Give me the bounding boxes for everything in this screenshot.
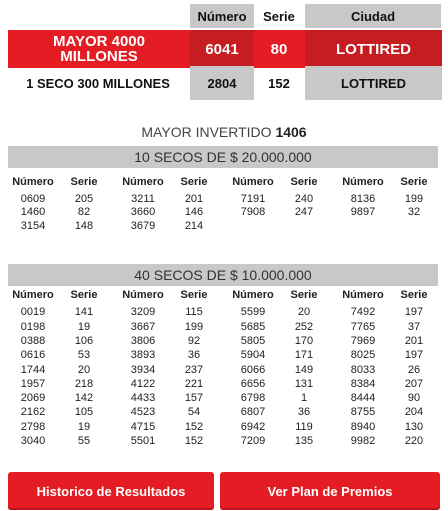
seco-serie: 204	[404, 406, 424, 419]
secos-20-grid	[8, 176, 442, 246]
seco-serie: 142	[74, 392, 94, 405]
seco-serie: 237	[184, 363, 204, 376]
seco-numero: 0388	[20, 334, 46, 347]
seco-serie: 220	[404, 435, 424, 447]
col-header-numero: Número	[12, 289, 54, 301]
seco-serie: 19	[77, 420, 91, 433]
seco-serie: 135	[294, 435, 314, 447]
seco-numero: 3209	[130, 306, 156, 319]
seco-numero: 7969	[350, 334, 376, 347]
seco-numero: 4433	[130, 392, 156, 405]
seco-serie: 26	[407, 363, 421, 376]
seco-serie: 106	[74, 334, 94, 347]
seco-serie: 171	[294, 349, 314, 362]
seco-numero: 3040	[20, 435, 46, 447]
seco-serie: 115	[185, 306, 203, 319]
col-header-numero: Número	[122, 176, 164, 188]
seco-numero: 7191	[240, 192, 266, 205]
seco-numero: 5904	[240, 349, 266, 362]
seco-serie: 37	[407, 320, 421, 333]
seco-prize-row	[8, 66, 442, 100]
header-ciudad: Ciudad	[305, 4, 441, 28]
seco-numero: 7765	[350, 320, 376, 333]
seco-numero: 9897	[350, 206, 376, 218]
col-header-numero: Número	[122, 289, 164, 301]
seco-numero: 4715	[130, 420, 156, 433]
seco-serie: 199	[184, 320, 204, 333]
seco-numero: 2798	[20, 420, 46, 433]
seco-serie: 90	[407, 392, 421, 405]
seco-numero: 8033	[350, 363, 376, 376]
col-header-serie: Serie	[290, 289, 318, 301]
seco-numero: 5501	[130, 435, 156, 447]
seco-serie: 218	[74, 377, 94, 390]
main-prize-serie: 80	[270, 40, 288, 58]
seco-serie: 54	[187, 406, 201, 419]
seco-numero: 8025	[350, 349, 376, 362]
mayor-invertido-value: 1406	[275, 124, 307, 140]
seco-serie: 130	[404, 420, 424, 433]
seco-serie: 119	[295, 420, 313, 433]
seco-serie: 92	[187, 334, 201, 347]
seco-numero: 2162	[20, 406, 46, 419]
seco-serie: 157	[184, 392, 204, 405]
col-header-serie: Serie	[180, 176, 208, 188]
seco-numero: 6942	[240, 420, 266, 433]
seco-numero: 1957	[20, 377, 46, 390]
seco-numero: 8940	[350, 420, 376, 433]
seco-serie: 207	[404, 377, 424, 390]
seco-prize-label: 1 SECO 300 MILLONES	[26, 75, 170, 91]
seco-serie: 105	[74, 406, 94, 419]
col-header-numero: Número	[342, 176, 384, 188]
main-prize-label: MAYOR 4000 MILLONES	[53, 33, 145, 65]
seco-numero: 1744	[20, 363, 46, 376]
seco-numero: 5685	[240, 320, 266, 333]
seco-serie: 221	[184, 377, 204, 390]
seco-numero: 8755	[350, 406, 376, 419]
seco-serie: 170	[294, 334, 314, 347]
seco-numero: 8136	[350, 192, 376, 205]
seco-serie: 201	[184, 192, 204, 205]
seco-serie: 201	[404, 334, 424, 347]
seco-serie: 152	[184, 435, 204, 447]
seco-serie: 214	[184, 219, 204, 232]
seco-numero: 1460	[20, 206, 46, 218]
seco-numero: 7209	[240, 435, 266, 447]
col-header-serie: Serie	[70, 289, 98, 301]
seco-numero: 5805	[240, 334, 266, 347]
main-prize-numero: 6041	[190, 30, 254, 68]
col-header-serie: Serie	[70, 176, 98, 188]
seco-numero: 4122	[130, 377, 156, 390]
seco-numero: 3679	[130, 219, 156, 232]
seco-serie: 131	[294, 377, 314, 390]
seco-numero: 3660	[130, 206, 156, 218]
seco-serie: 20	[297, 306, 311, 319]
seco-numero: 6656	[240, 377, 266, 390]
seco-serie: 199	[404, 192, 424, 205]
seco-serie: 197	[404, 349, 424, 362]
secos-10-grid	[8, 289, 442, 455]
seco-prize-ciudad: LOTTIRED	[305, 66, 442, 100]
seco-numero: 7492	[350, 306, 376, 319]
main-prize-ciudad: LOTTIRED	[305, 30, 442, 68]
seco-numero: 3211	[131, 192, 155, 205]
seco-numero: 9982	[350, 435, 376, 447]
seco-serie: 55	[77, 435, 91, 447]
seco-serie: 141	[74, 306, 94, 319]
seco-prize-serie: 152	[268, 75, 290, 91]
seco-numero: 5599	[240, 306, 266, 319]
seco-serie: 20	[77, 363, 91, 376]
seco-numero: 3154	[20, 219, 46, 232]
mayor-invertido	[0, 124, 448, 140]
seco-numero: 2069	[20, 392, 46, 405]
seco-numero: 0198	[20, 320, 46, 333]
historico-button[interactable]: Historico de Resultados	[8, 472, 214, 510]
seco-serie: 197	[404, 306, 424, 319]
seco-serie: 1	[300, 392, 308, 405]
header-numero: Número	[190, 4, 254, 28]
seco-numero: 3893	[130, 349, 156, 362]
seco-serie: 146	[184, 206, 204, 218]
col-header-numero: Número	[232, 176, 274, 188]
seco-numero: 3934	[130, 363, 156, 376]
header-serie: Serie	[263, 8, 295, 24]
seco-serie: 205	[74, 192, 94, 205]
col-header-serie: Serie	[400, 176, 428, 188]
col-header-serie: Serie	[400, 289, 428, 301]
seco-serie: 19	[77, 320, 91, 333]
col-header-numero: Número	[342, 289, 384, 301]
seco-numero: 6807	[240, 406, 266, 419]
mayor-invertido-label: MAYOR INVERTIDO	[141, 124, 272, 140]
seco-serie: 252	[294, 320, 314, 333]
seco-serie: 152	[184, 420, 204, 433]
seco-numero: 7908	[240, 206, 266, 218]
main-prize-row	[8, 30, 442, 68]
seco-numero: 3667	[130, 320, 156, 333]
seco-numero: 0019	[20, 306, 46, 319]
seco-numero: 6798	[240, 392, 266, 405]
seco-numero: 4523	[130, 406, 156, 419]
plan-premios-button[interactable]: Ver Plan de Premios	[220, 472, 440, 510]
seco-serie: 240	[294, 192, 314, 205]
seco-serie: 247	[294, 206, 314, 218]
col-header-numero: Número	[12, 176, 54, 188]
seco-serie: 148	[74, 219, 94, 232]
seco-serie: 36	[297, 406, 311, 419]
col-header-serie: Serie	[290, 176, 318, 188]
col-header-numero: Número	[232, 289, 274, 301]
seco-numero: 0616	[20, 349, 46, 362]
seco-serie: 149	[294, 363, 314, 376]
seco-serie: 53	[77, 349, 91, 362]
seco-prize-numero: 2804	[190, 66, 254, 100]
seco-numero: 3806	[130, 334, 156, 347]
seco-serie: 32	[407, 206, 421, 218]
seco-numero: 6066	[240, 363, 266, 376]
seco-numero: 8444	[350, 392, 376, 405]
seco-numero: 8384	[350, 377, 376, 390]
secos-20-title: 10 SECOS DE $ 20.000.000	[8, 146, 438, 168]
seco-numero: 0609	[20, 192, 46, 205]
seco-serie: 82	[77, 206, 91, 218]
col-header-serie: Serie	[180, 289, 208, 301]
seco-serie: 36	[187, 349, 201, 362]
secos-10-title: 40 SECOS DE $ 10.000.000	[8, 264, 438, 286]
